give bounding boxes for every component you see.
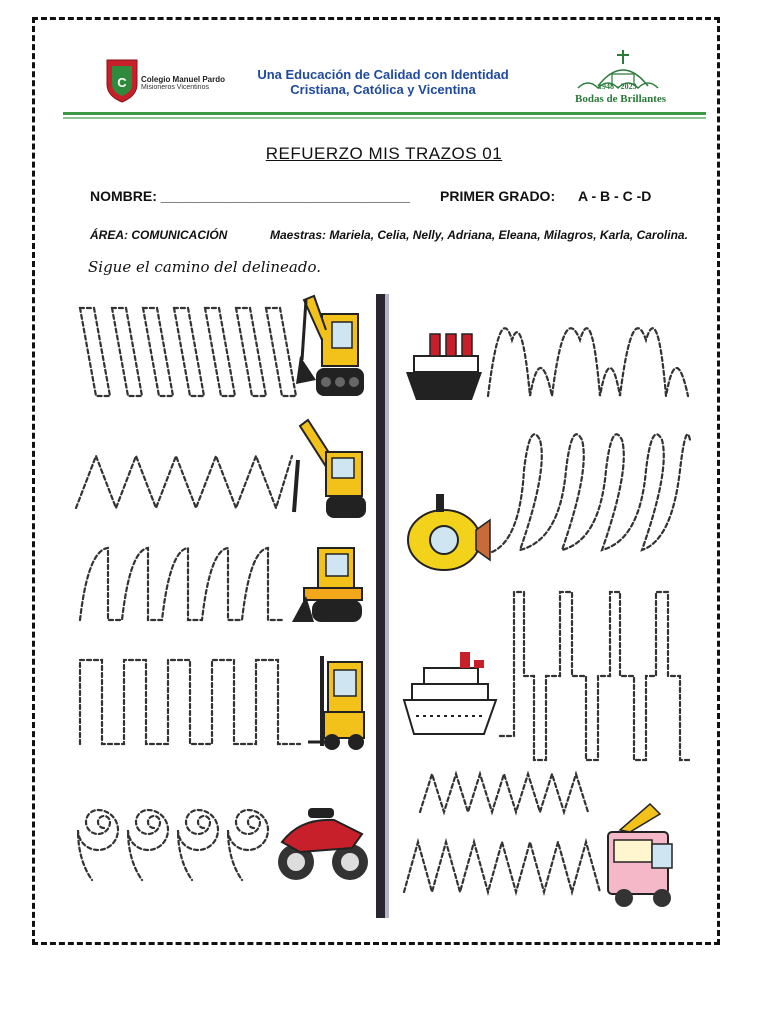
steamship-icon [406,334,482,400]
grado-label: PRIMER GRADO: [440,188,556,204]
trace-zigzag-large [404,842,600,892]
trace-tall-arches [488,328,688,396]
anniversary-years: 1948 - 2023 [598,82,637,91]
trace-spirals [78,810,268,880]
trace-tall-square-wave [500,592,690,760]
cruise-ship-icon [404,652,496,734]
school-name-line1: Colegio Manuel Pardo [141,75,226,84]
motto-line1: Una Educación de Calidad con Identidad [257,67,509,82]
trace-loops [492,434,690,552]
trace-zigzag-left [76,456,292,508]
excavator-icon [296,296,364,396]
drill-truck-icon [294,420,366,518]
instruction-text: Sigue el camino del delineado. [88,258,321,276]
trace-arches [80,548,282,620]
trace-square-wave-left [80,660,300,744]
motto-line2: Cristiana, Católica y Vicentina [290,82,476,97]
secciones-label: A - B - C -D [578,188,652,204]
trace-zigzag-small [420,774,588,812]
nombre-field: NOMBRE: ________________________________ [90,188,410,204]
trace-slanted-strokes [80,308,296,396]
maestras-label: Maestras: Mariela, Celia, Nelly, Adriana, Eleana, Milagros, Karla, Carolina. [270,228,688,242]
svg-text:C: C [117,75,127,90]
submarine-icon [408,494,490,570]
bulldozer-icon [292,548,362,622]
area-label: ÁREA: COMUNICACIÓN [90,228,228,242]
motorcycle-icon [278,808,368,880]
anniversary-label: Bodas de Brillantes [575,93,667,105]
forklift-icon [308,656,364,750]
food-truck-icon [608,804,672,907]
worksheet-title: REFUERZO MIS TRAZOS 01 [265,144,503,163]
school-name-line2: Misioneros Vicentinos [141,84,209,91]
